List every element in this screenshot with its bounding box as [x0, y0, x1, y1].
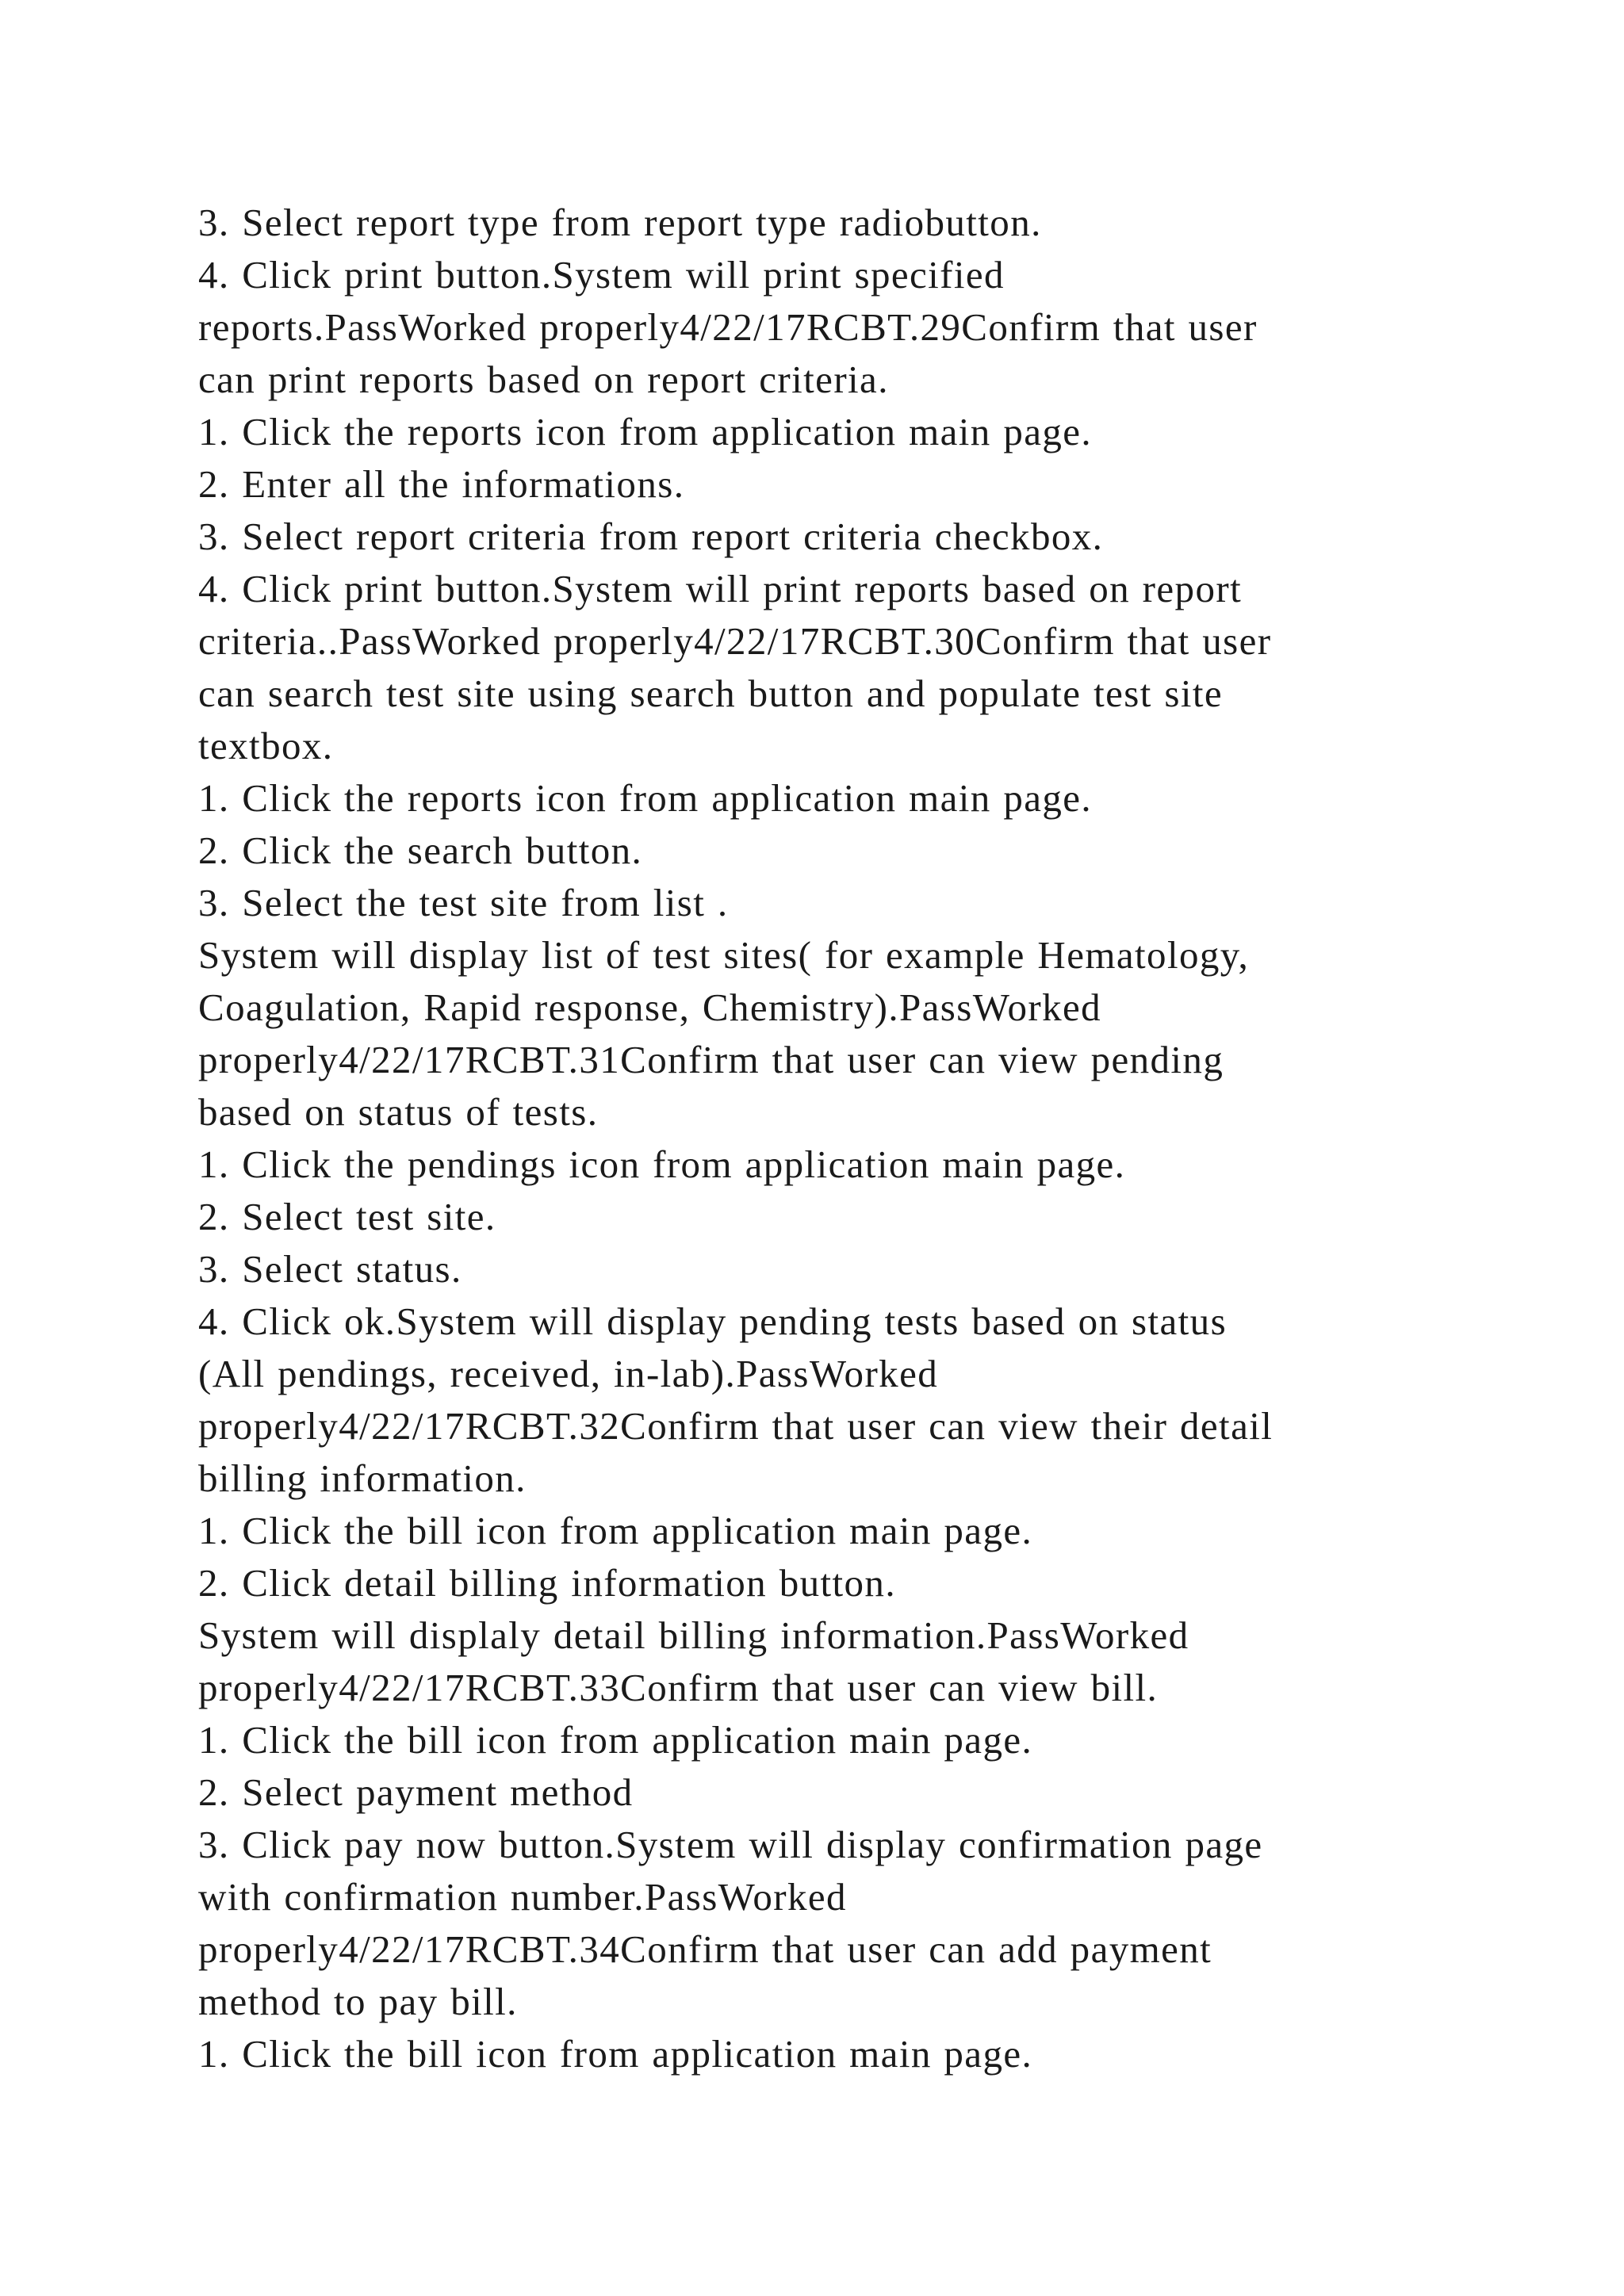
text-line: can search test site using search button and populate test site [198, 672, 1224, 715]
text-line: based on status of tests. [198, 1090, 599, 1134]
text-line: 1. Click the pendings icon from application main page. [198, 1142, 1126, 1186]
text-line: Coagulation, Rapid response, Chemistry).PassWorked [198, 985, 1102, 1029]
text-line: method to pay bill. [198, 1980, 518, 2023]
text-line: 1. Click the bill icon from application main page. [198, 1718, 1033, 1762]
text-line: properly4/22/17RCBT.32Confirm that user can view their detail [198, 1404, 1274, 1448]
text-line: System will displaly detail billing information.PassWorked [198, 1613, 1189, 1657]
text-line: 4. Click print button.System will print specified [198, 253, 1005, 297]
text-line: can print reports based on report criteria. [198, 358, 889, 401]
text-line: 2. Click the search button. [198, 828, 643, 872]
text-line: 2. Enter all the informations. [198, 462, 685, 506]
text-line: 3. Select the test site from list . [198, 881, 729, 924]
text-line: System will display list of test sites( for example Hematology, [198, 933, 1250, 977]
text-line: criteria..PassWorked properly4/22/17RCBT.30Confirm that user [198, 619, 1272, 663]
text-line: 1. Click the bill icon from application main page. [198, 1509, 1033, 1552]
text-line: 2. Click detail billing information button. [198, 1561, 896, 1605]
text-line: 2. Select test site. [198, 1195, 496, 1238]
text-line: 4. Click ok.System will display pending tests based on status [198, 1299, 1228, 1343]
text-line: reports.PassWorked properly4/22/17RCBT.29Confirm that user [198, 305, 1258, 349]
text-line: 2. Select payment method [198, 1770, 634, 1814]
text-line: billing information. [198, 1456, 527, 1500]
text-line: properly4/22/17RCBT.34Confirm that user can add payment [198, 1927, 1212, 1971]
document-text-block [198, 197, 1467, 2080]
text-line: properly4/22/17RCBT.31Confirm that user can view pending [198, 1038, 1224, 1081]
text-line: 4. Click print button.System will print reports based on report [198, 567, 1243, 610]
text-line: 3. Click pay now button.System will display confirmation page [198, 1823, 1263, 1866]
text-line: textbox. [198, 724, 334, 767]
text-line: 3. Select status. [198, 1247, 462, 1291]
text-line: 1. Click the bill icon from application main page. [198, 2032, 1033, 2076]
text-line: 1. Click the reports icon from application main page. [198, 776, 1093, 820]
text-line: (All pendings, received, in-lab).PassWorked [198, 1352, 939, 1395]
text-line: properly4/22/17RCBT.33Confirm that user can view bill. [198, 1666, 1159, 1709]
text-line: with confirmation number.PassWorked [198, 1875, 847, 1919]
text-line: 3. Select report type from report type radiobutton. [198, 201, 1042, 244]
text-line: 1. Click the reports icon from application main page. [198, 410, 1093, 453]
text-line: 3. Select report criteria from report criteria checkbox. [198, 515, 1104, 558]
